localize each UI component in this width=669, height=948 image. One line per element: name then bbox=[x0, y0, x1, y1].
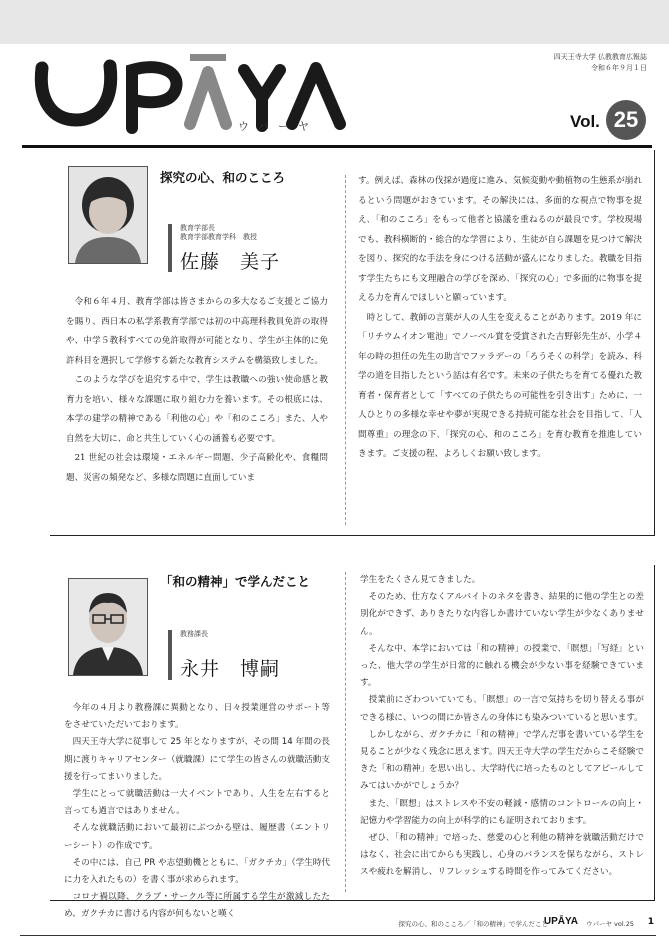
column-separator bbox=[345, 175, 346, 525]
logo-ruby: ウパーヤ bbox=[238, 120, 318, 133]
portrait-man-icon bbox=[69, 579, 147, 675]
author-photo-sato bbox=[68, 166, 148, 264]
publisher-name: 四天王寺大学 仏教教育広報誌 bbox=[553, 53, 647, 61]
paragraph: その中には、自己 PR や志望動機とともに､「ガクチカ」（学生時代に力を入れたもの）を書く事が求められます。 bbox=[64, 857, 330, 886]
paragraph: しかしながら、ガクチカに「和の精神」で学んだ事を書いている学生を見ることが少なく残念に思えます。四天王寺大学の学生だからこそ経験できた「和の精神」を思い出し、大学時代に培ったものとしてアピールしてみてはいかがでしょうか？ bbox=[360, 729, 644, 792]
volume-label: Vol. bbox=[570, 112, 600, 131]
column-separator bbox=[345, 572, 346, 892]
paragraph: ぜひ､「和の精神」で培った、慈愛の心と利他の精神を就職活動だけではなく、社会に出てからも実践し、心身のバランスを保ちながら、ストレスや疲れを解消し、リフレッシュする時間を作ってみてください。 bbox=[360, 833, 644, 878]
paragraph: 今年の４月より教務課に異動となり、日々授業運営のサポート等をさせていただいております。 bbox=[64, 703, 330, 731]
name-accent-bar bbox=[168, 224, 172, 272]
name-accent-bar bbox=[168, 630, 172, 680]
paragraph: 時として、教師の言葉が人の人生を変えることがあります。2019 年に「リチウムイオン電池」でノーベル賞を受賞された吉野彰先生が、小学４年の時の担任の先生の助言でファラデーの「ろうそくの科学」を読み、科学の道を目指したという話は有名です。未来の子供たちを育てる優れた教育者・保育者として「すべての子供たちの可能性を引き出す」ために、一人ひとりの多様な幸せや夢が実現できる持続可能な社会を目指して､「人間尊重」の理念の下､「探究の心、和のこころ」を育む教育を推進していきます。ご支援の程、よろしくお願い致します。 bbox=[358, 312, 642, 459]
volume-number: 25 bbox=[606, 100, 646, 140]
article-2-role: 教務課長 bbox=[180, 630, 208, 638]
article-2-column-2 bbox=[360, 572, 644, 882]
header-rule bbox=[22, 145, 652, 148]
volume-badge bbox=[570, 100, 650, 140]
article-1-column-1 bbox=[66, 293, 328, 488]
article-2-column-1 bbox=[64, 700, 330, 924]
footer-rule bbox=[20, 935, 656, 936]
role-line-2: 教育学部教育学科 教授 bbox=[180, 233, 257, 241]
article-1-role bbox=[180, 224, 257, 242]
paragraph: 四天王寺大学に従事して 25 年となりますが、その間 14 年間の長期に渡りキャリアセンター（就職課）にて学生の皆さんの就職活動支援を行ってまいりました。 bbox=[64, 737, 330, 782]
page-number: 1 bbox=[647, 917, 654, 927]
footer-issue: ウパーヤ vol.25 bbox=[585, 920, 634, 928]
paragraph: 21 世紀の社会は環境・エネルギー問題、少子高齢化や、食糧問題、災害の頻発など、多様な問題に直面していま bbox=[66, 453, 328, 483]
paragraph: 学生をたくさん見てきました。 bbox=[360, 575, 481, 585]
publication-date: 令和６年９月１日 bbox=[591, 64, 647, 72]
article-1-title: 探究の心、和のこころ bbox=[160, 170, 286, 185]
page-footer bbox=[20, 915, 656, 935]
article-1-column-2 bbox=[358, 172, 642, 465]
paragraph: そのため、仕方なくアルバイトのネタを書き、結果的に他の学生との差別化ができず、ありきたりな内容しか書けていない学生が少なくありません。 bbox=[360, 592, 644, 637]
footer-caption: 探究の心、和のこころ／「和の精神」で学んだこと bbox=[398, 920, 548, 928]
paragraph: このような学びを追究する中で、学生は教職への強い使命感と教育力を培い、様々な課題に取り組む力を養います。その根底には、本学の建学の精神である「利他の心」や「和のこころ」また、人や自然を大切に、命と共生していく心の涵養も必要です。 bbox=[66, 375, 328, 444]
publication-info bbox=[554, 52, 647, 74]
article-2-author: 永井 博嗣 bbox=[180, 658, 281, 680]
footer-logo: UPĀYA bbox=[543, 916, 578, 927]
top-band bbox=[0, 0, 669, 44]
paragraph: 令和６年４月、教育学部は皆さまからの多大なるご支援とご協力を賜り、西日本の私学系教育学部では初の中高理科教員免許の取得や、中学５教科すべての免許取得が可能となり、学生が主体的に免許科目を選択して学修する新たな教育システムを構築致しました。 bbox=[66, 297, 328, 366]
paragraph: そんな就職活動において最初にぶつかる壁は、履歴書（エントリーシート）の作成です。 bbox=[64, 823, 330, 851]
paragraph: 学生にとって就職活動は一大イベントであり、人生を左右すると言っても過言ではありません。 bbox=[64, 789, 330, 817]
article-2-title: 「和の精神」で学んだこと bbox=[160, 574, 311, 589]
paragraph: コロナ禍以降、クラブ・サークル等に所属する学生が激減したため、ガクチカに書ける内容が何もないと嘆く bbox=[64, 892, 330, 920]
paragraph: 授業前にざわついていても､「瞑想」の一言で気持ちを切り替える事ができる様に、いつの間にか皆さんの身体にも染みついていると思います。 bbox=[360, 695, 644, 723]
paragraph: す。例えば、森林の伐採が過度に進み、気候変動や動植物の生態系が崩れるという問題がおきています。その解決には、多面的な視点で物事を捉え､「和のこころ」をもって他者と協議を重ねるのが最良です。学校現場でも、教科横断的・総合的な学習により、生徒が自ら課題を見つけて解決を図り、探究的な手法を身につける活動が盛んになりました。教職を目指す学生たちにも文理融合の学びを深め､「探究の心」で多面的に物事を捉える力を育んでほしいと願っています。 bbox=[358, 176, 642, 303]
paragraph: また､「瞑想」はストレスや不安の軽減・感情のコントロールの向上・記憶力や学習能力の向上が科学的にも証明されております。 bbox=[360, 798, 644, 826]
author-photo-nagai bbox=[68, 578, 148, 676]
portrait-woman-icon bbox=[69, 167, 147, 263]
role-line-1: 教育学部長 bbox=[180, 224, 215, 232]
paragraph: そんな中、本学においては「和の精神」の授業で､「瞑想」「写経」といった、他大学の学生が日常的に触れる機会が少ない事を経験できています。 bbox=[360, 643, 644, 689]
article-1-author: 佐藤 美子 bbox=[180, 251, 281, 273]
